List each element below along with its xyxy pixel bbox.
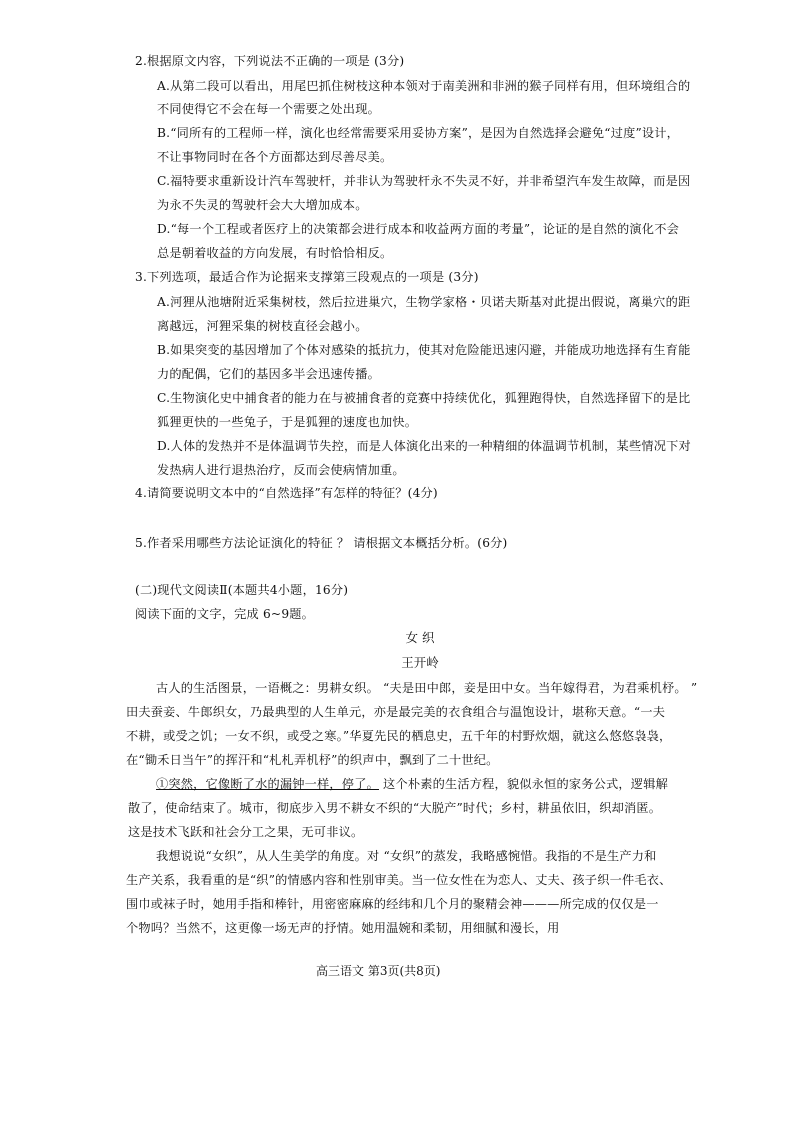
section-instruction: 阅读下面的文字，完成 6~9题。	[135, 607, 315, 621]
question-5: 5.作者采用哪些方法论证演化的特征 ？ 请根据文本概括分析。(6分)	[135, 536, 508, 550]
question-2-option-c: C.福特要求重新设计汽车驾驶杆，并非认为驾驶杆永不失灵不好，并非希望汽车发生故障，而是因	[157, 174, 691, 188]
paragraph-1-line-3: 不耕，或受之饥；一女不织，或受之寒。”华夏先民的栖息史，五千年的村野炊烟，就这么悠悠袅袅，	[126, 729, 672, 743]
question-3-option-a-cont: 离越远，河狸采集的树枝直径会越小。	[157, 319, 368, 333]
question-2-option-a-cont: 不同使得它不会在每一个需要之处出现。	[157, 102, 380, 116]
paragraph-2-line-3: 这是技术飞跃和社会分工之果，无可非议。	[128, 825, 364, 839]
question-2-option-b: B.“同所有的工程师一样，演化也经常需要采用妥协方案”，是因为自然选择会避免“过度”设计，	[157, 126, 680, 140]
underlined-sentence-1: ①突然，它像断了水的漏钟一样，停了。	[156, 777, 379, 791]
paragraph-2-line-1	[156, 776, 668, 792]
paragraph-3-line-1: 我想说说“女织”，从人生美学的角度。对 “女织”的蒸发，我略感惋惜。我指的不是生产力和	[156, 849, 657, 863]
article-author: 王开岭	[401, 655, 439, 670]
page-footer: 高三语文 第3页(共8页)	[316, 964, 441, 978]
paragraph-1-line-2: 田夫蚕妾、牛郎织女，乃最典型的人生单元，亦是最完美的衣食组合与温饱设计，堪称天意。“一夫	[126, 705, 666, 719]
paragraph-2-line-2: 散了，使命结束了。城市，彻底步入男不耕女不织的“大脱产”时代；乡村，耕虽依旧，织却消匿。	[128, 801, 662, 815]
question-3-option-b: B.如果突变的基因增加了个体对感染的抵抗力，使其对危险能迅速闪避，并能成功地选择有生育能	[157, 343, 691, 357]
article-title: 女 织	[405, 630, 435, 645]
paragraph-2-line-1-rest: 这个朴素的生活方程，貌似永恒的家务公式，逻辑解	[378, 777, 668, 791]
section-heading: (二)现代文阅读Ⅱ(本题共4小题，16分)	[135, 583, 349, 597]
paragraph-1-line-1: 古人的生活图景，一语概之：男耕女织。 “夫是田中郎，妾是田中女。当年嫁得君，为君乘机杼。 ”	[156, 681, 698, 695]
paragraph-3-line-4: 个物吗？当然不，这更像一场无声的抒情。她用温婉和柔韧，用细腻和漫长，用	[126, 921, 560, 935]
question-2-option-d-cont: 总是朝着收益的方向发展，有时恰恰相反。	[157, 246, 393, 260]
paragraph-1-line-4: 在“锄禾日当午”的挥汗和“札札弄机杼”的织声中，飘到了二十世纪。	[126, 753, 499, 767]
question-3-stem: 3.下列选项，最适合作为论据来支撑第三段观点的一项是 (3分)	[135, 270, 479, 284]
question-2-option-b-cont: 不让事物同时在各个方面都达到尽善尽美。	[157, 150, 393, 164]
question-3-option-c-cont: 狐狸更快的一些兔子，于是狐狸的速度也加快。	[157, 415, 418, 429]
question-2-option-c-cont: 为永不失灵的驾驶杆会大大增加成本。	[157, 198, 368, 212]
question-3-option-c: C.生物演化史中捕食者的能力在与被捕食者的竞赛中持续优化，狐狸跑得快，自然选择留下的是比	[157, 391, 691, 405]
question-3-option-d: D.人体的发热并不是体温调节失控，而是人体演化出来的一种精细的体温调节机制，某些情况下对	[157, 439, 691, 453]
question-4: 4.请简要说明文本中的“自然选择”有怎样的特征？(4分)	[135, 486, 438, 500]
question-2-option-d: D.“每一个工程或者医疗上的决策都会进行成本和收益两方面的考量”，论证的是自然的演化不会	[157, 222, 679, 236]
question-2-option-a: A.从第二段可以看出，用尾巴抓住树枝这种本领对于南美洲和非洲的猴子同样有用，但环境组合的	[157, 79, 691, 93]
question-3-option-a: A.河狸从池塘附近采集树枝，然后拉进巢穴，生物学家格・贝诺夫斯基对此提出假说，离巢穴的距	[157, 295, 691, 309]
question-3-option-b-cont: 力的配偶，它们的基因多半会迅速传播。	[157, 367, 380, 381]
question-2-stem: 2.根据原文内容，下列说法不正确的一项是 (3分)	[135, 54, 405, 68]
question-3-option-d-cont: 发热病人进行退热治疗，反而会使病情加重。	[157, 463, 405, 477]
paragraph-3-line-2: 生产关系，我看重的是“织”的情感内容和性别审美。当一位女性在为恋人、丈夫、孩子织一件毛衣、	[126, 873, 672, 887]
paragraph-3-line-3: 围巾或袜子时，她用手指和棒针，用密密麻麻的经纬和几个月的聚精会神———所完成的仅仅是一	[126, 897, 659, 911]
